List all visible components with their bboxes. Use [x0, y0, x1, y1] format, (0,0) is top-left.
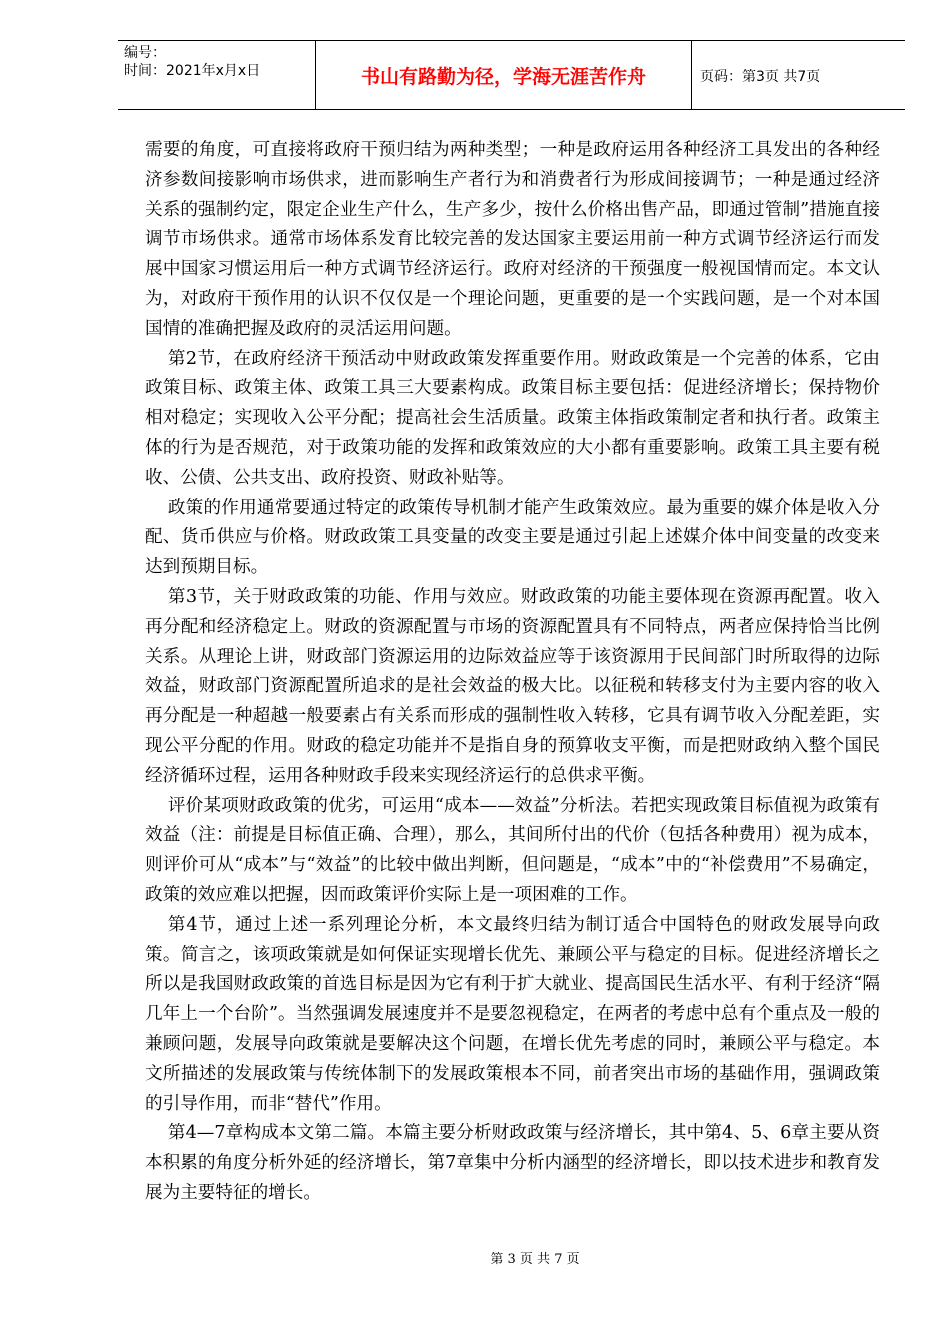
header-motto: 书山有路勤为径，学海无涯苦作舟 — [360, 65, 646, 88]
header-page-cell — [692, 41, 905, 109]
document-time-label: 时间：2021年x月x日 — [124, 63, 261, 79]
page-footer — [0, 1248, 950, 1267]
footer-page-number: 第 3 页 共 7 页 — [490, 1252, 580, 1267]
header-page-info: 页码：第3页 共7页 — [700, 69, 821, 85]
paragraph-section-2: 第2节，在政府经济干预活动中财政政策发挥重要作用。财政政策是一个完善的体系，它由政策目标、政策主体、政策工具三大要素构成。政策目标主要包括：促进经济增长；保持物价相对稳定；实现收入公平分配；提高社会生活质量。政策主体指政策制定者和执行者。政策主体的行为是否规范，对于政策功能的发挥和政策效应的大小都有重要影响。政策工具主要有税收、公债、公共支出、政府投资、财政补贴等。 — [145, 348, 880, 488]
paragraph-transmission: 政策的作用通常要通过特定的政策传导机制才能产生政策效应。最为重要的媒介体是收入分配、货币供应与价格。财政政策工具变量的改变主要是通过引起上述媒介体中间变量的改变来达到预期目标。 — [145, 497, 880, 578]
header-motto-cell — [316, 41, 692, 109]
header-meta-cell — [118, 41, 316, 109]
paragraph-section-3: 第3节，关于财政政策的功能、作用与效应。财政政策的功能主要体现在资源再配置。收入再分配和经济稳定上。财政的资源配置与市场的资源配置具有不同特点，两者应保持恰当比例关系。从理论上讲，财政部门资源运用的边际效益应等于该资源用于民间部门时所取得的边际效益，财政部门资源配置所追求的是社会效益的极大比。以征税和转移支付为主要内容的收入再分配是一种超越一般要素占有关系而形成的强制性收入转移，它具有调节收入分配差距，实现公平分配的作用。财政的稳定功能并不是指自身的预算收支平衡，而是把财政纳入整个国民经济循环过程，运用各种财政手段来实现经济运行的总供求平衡。 — [145, 586, 880, 786]
document-body — [145, 136, 880, 1209]
document-number-label: 编号： — [124, 45, 166, 61]
paragraph-evaluation: 评价某项财政政策的优劣，可运用“成本——效益”分析法。若把实现政策目标值视为政策有效益（注：前提是目标值正确、合理），那么，其间所付出的代价（包括各种费用）视为成本，则评价可从“成本”与“效益”的比较中做出判断，但问题是，“成本”中的“补偿费用”不易确定，政策的效应难以把握，因而政策评价实际上是一项困难的工作。 — [145, 795, 880, 905]
paragraph-continued: 需要的角度，可直接将政府干预归结为两种类型；一种是政府运用各种经济工具发出的各种经济参数间接影响市场供求，进而影响生产者行为和消费者行为形成间接调节；一种是通过经济关系的强制约定，限定企业生产什么，生产多少，按什么价格出售产品，即通过管制”措施直接调节市场供求。通常市场体系发育比较完善的发达国家主要运用前一种方式调节经济运行而发展中国家习惯运用后一种方式调节经济运行。政府对经济的干预强度一般视国情而定。本文认为，对政府干预作用的认识不仅仅是一个理论问题，更重要的是一个实践问题，是一个对本国国情的准确把握及政府的灵活运用问题。 — [145, 140, 880, 339]
paragraph-chapters-4-7: 第4—7章构成本文第二篇。本篇主要分析财政政策与经济增长，其中第4、5、6章主要从资本积累的角度分析外延的经济增长，第7章集中分析内涵型的经济增长，即以技术进步和教育发展为主要特征的增长。 — [145, 1123, 880, 1203]
page-header — [118, 40, 905, 110]
paragraph-section-4: 第4节，通过上述一系列理论分析，本文最终归结为制订适合中国特色的财政发展导向政策。简言之，该项政策就是如何保证实现增长优先、兼顾公平与稳定的目标。促进经济增长之所以是我国财政政策的首选目标是因为它有利于扩大就业、提高国民生活水平、有利于经济“隔几年上一个台阶”。当然强调发展速度并不是要忽视稳定，在两者的考虑中总有个重点及一般的兼顾问题，发展导向政策就是要解决这个问题，在增长优先考虑的同时，兼顾公平与稳定。本文所描述的发展政策与传统体制下的发展政策根本不同，前者突出市场的基础作用，强调政策的引导作用，而非“替代”作用。 — [145, 914, 880, 1114]
